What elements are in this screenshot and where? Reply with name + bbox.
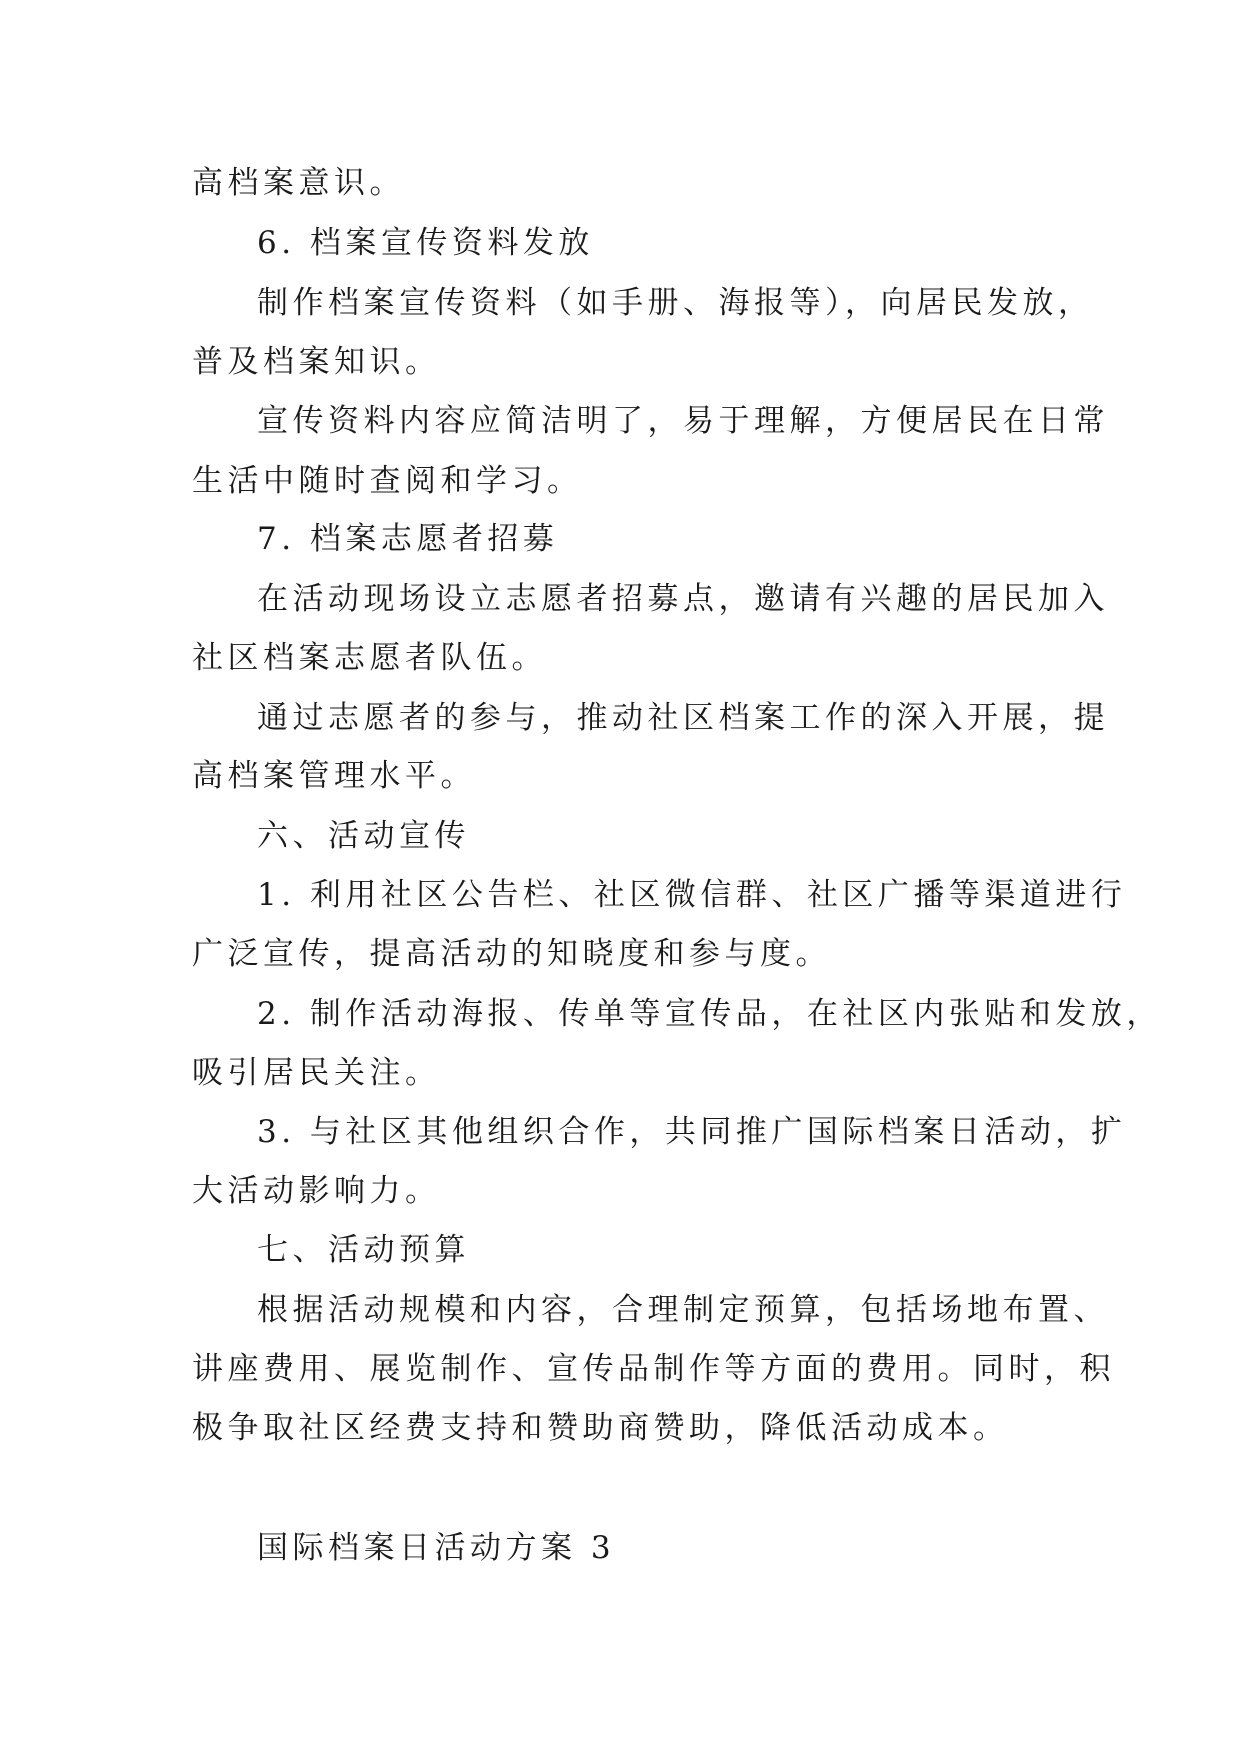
paragraph-line: 高档案意识。: [192, 165, 405, 201]
paragraph-line: 吸引居民关注。: [192, 1055, 441, 1091]
paragraph-line: 根据活动规模和内容，合理制定预算，包括场地布置、: [257, 1292, 1109, 1328]
paragraph-line: 社区档案志愿者队伍。: [192, 640, 547, 676]
paragraph-line: 普及档案知识。: [192, 344, 441, 380]
section-heading: 6. 档案宣传资料发放: [257, 225, 594, 261]
section-heading: 7. 档案志愿者招募: [257, 521, 559, 557]
paragraph-line: 讲座费用、展览制作、宣传品制作等方面的费用。同时，积: [192, 1351, 1115, 1387]
paragraph-line: 通过志愿者的参与，推动社区档案工作的深入开展，提: [257, 700, 1109, 736]
section-heading: 六、活动宣传: [257, 818, 470, 854]
document-title: 国际档案日活动方案 3: [257, 1530, 616, 1566]
paragraph-line: 生活中随时查阅和学习。: [192, 463, 583, 499]
paragraph-line: 高档案管理水平。: [192, 758, 476, 794]
section-heading: 七、活动预算: [257, 1232, 470, 1268]
paragraph-line: 宣传资料内容应简洁明了，易于理解，方便居民在日常: [257, 403, 1109, 439]
paragraph-line: 在活动现场设立志愿者招募点，邀请有兴趣的居民加入: [257, 581, 1109, 617]
paragraph-line: 3. 与社区其他组织合作，共同推广国际档案日活动，扩: [257, 1114, 1127, 1150]
paragraph-line: 广泛宣传，提高活动的知晓度和参与度。: [192, 936, 831, 972]
paragraph-line: 制作档案宣传资料（如手册、海报等），向居民发放，: [257, 285, 1094, 321]
paragraph-line: 极争取社区经费支持和赞助商赞助，降低活动成本。: [192, 1410, 1009, 1446]
paragraph-line: 大活动影响力。: [192, 1173, 441, 1209]
paragraph-line: 1. 利用社区公告栏、社区微信群、社区广播等渠道进行: [257, 877, 1127, 913]
paragraph-line: 2. 制作活动海报、传单等宣传品，在社区内张贴和发放，: [257, 996, 1162, 1032]
